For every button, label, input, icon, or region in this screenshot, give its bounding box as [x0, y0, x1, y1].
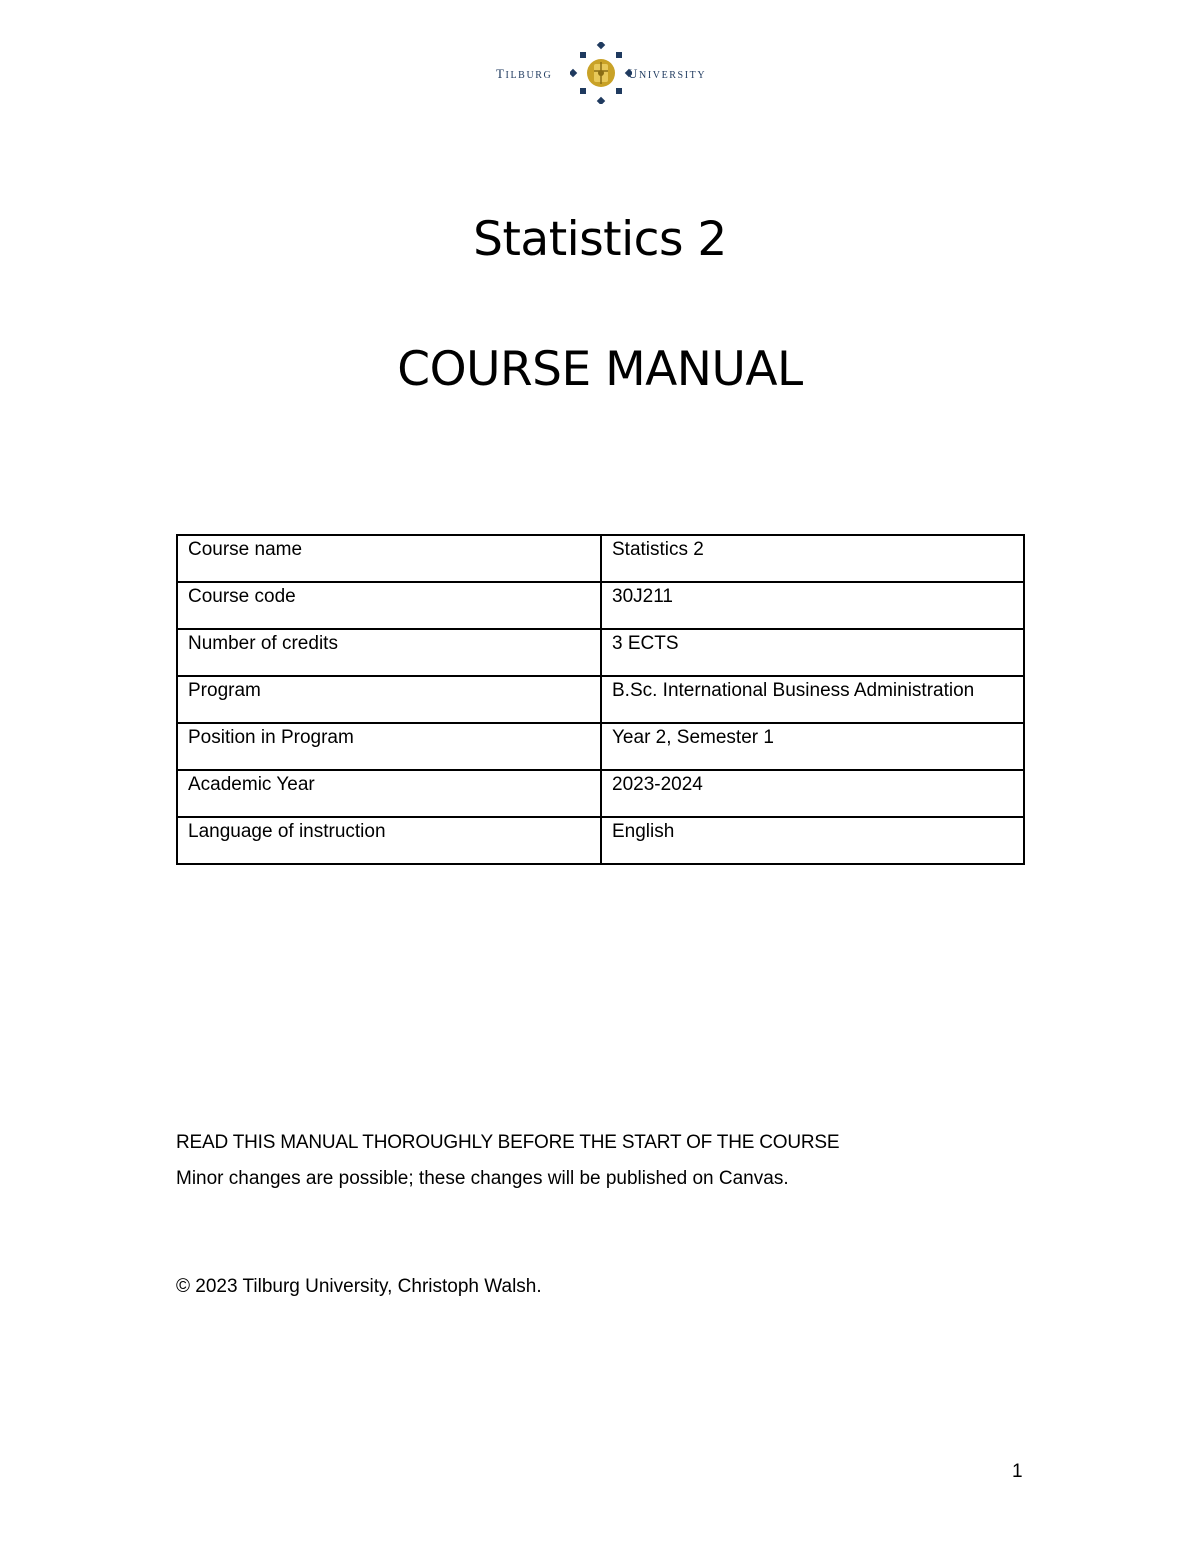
table-row — [177, 582, 1024, 629]
course-info-table — [176, 534, 1025, 865]
table-cell-label: Course code — [177, 582, 601, 629]
table-cell-value: Statistics 2 — [601, 535, 1024, 582]
table-cell-value: 3 ECTS — [601, 629, 1024, 676]
copyright-notice: © 2023 Tilburg University, Christoph Walsh. — [176, 1276, 542, 1297]
table-row — [177, 535, 1024, 582]
table-row — [177, 770, 1024, 817]
table-cell-label: Position in Program — [177, 723, 601, 770]
page-number: 1 — [1012, 1461, 1023, 1482]
notice-heading: READ THIS MANUAL THOROUGHLY BEFORE THE START OF THE COURSE — [176, 1132, 840, 1153]
logo-word-left: TILBURG — [496, 66, 553, 81]
table-cell-label: Course name — [177, 535, 601, 582]
table-cell-value: B.Sc. International Business Administration — [601, 676, 1024, 723]
table-cell-value: 30J211 — [601, 582, 1024, 629]
table-row — [177, 629, 1024, 676]
university-logo — [492, 42, 728, 104]
table-cell-label: Number of credits — [177, 629, 601, 676]
table-cell-value: 2023-2024 — [601, 770, 1024, 817]
table-row — [177, 723, 1024, 770]
notice-body: Minor changes are possible; these changes will be published on Canvas. — [176, 1168, 789, 1189]
table-cell-label: Academic Year — [177, 770, 601, 817]
university-crest-icon — [570, 42, 632, 104]
document-subtitle: COURSE MANUAL — [397, 342, 803, 397]
table-row — [177, 817, 1024, 864]
table-row — [177, 676, 1024, 723]
table-cell-label: Program — [177, 676, 601, 723]
document-title: Statistics 2 — [473, 212, 727, 267]
logo-word-right: UNIVERSITY — [628, 66, 707, 81]
table-cell-value: Year 2, Semester 1 — [601, 723, 1024, 770]
table-cell-label: Language of instruction — [177, 817, 601, 864]
table-cell-value: English — [601, 817, 1024, 864]
